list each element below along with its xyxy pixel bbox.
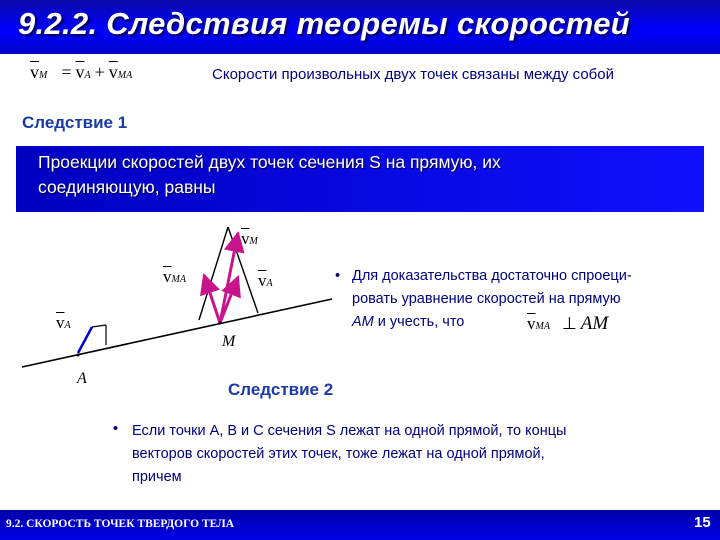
corollary2-heading: Следствие 2 [228,380,334,399]
formula-plus: + [94,62,105,82]
vector-vM [220,233,238,323]
velocity-diagram [0,215,340,395]
label-vA-right [258,271,273,291]
formula-v-symbol: $\overline{v}$ [108,62,118,82]
vector-vA-left-outline [92,325,106,327]
perpendicular-formula [527,313,608,335]
point-A-label: A [77,370,87,387]
vector-vMA [204,275,220,323]
label-vA-left [56,313,71,333]
point-A-marker [77,354,80,357]
corollary2-line1: Если точки A, B и C сечения S лежат на одной прямой, то концы [132,423,567,439]
label-vM [241,229,258,249]
corollary2-line3: причем [132,469,182,485]
formula-v-symbol: $\overline{v}$ [30,62,39,82]
point-M-label: M [222,333,236,350]
proof-line3-am: AM [352,314,374,330]
label-vA-right-sub: A [266,278,273,289]
proof-line3 [352,311,464,334]
perp-formula-sub: MA [535,321,550,332]
footer-section-title: 9.2. СКОРОСТЬ ТОЧЕК ТВЕРДОГО ТЕЛА [6,518,235,530]
formula-sub-M: M [39,70,48,81]
formula-equals: = [61,62,72,82]
page-number: 15 [694,514,711,531]
line-AM [22,299,332,367]
formula-v-symbol: $\overline{v}$ [75,62,85,82]
proof-line2: ровать уравнение скоростей на прямую [352,291,621,307]
corollary1-statement [38,150,658,200]
perp-formula-v: $\overline{v}$ [527,314,536,333]
label-vMA [163,267,186,287]
corollary1-heading: Следствие 1 [22,113,128,132]
perp-symbol: ⊥ [561,314,577,333]
vector-vA-left [78,327,92,353]
point-M-marker [219,322,222,325]
label-vMA-symbol: $\overline{v}$ [163,267,172,286]
label-vM-sub: M [249,236,258,247]
label-vM-symbol: $\overline{v}$ [241,229,250,248]
slide-title: 9.2.2. Следствия теоремы скоростей [18,6,630,41]
velocity-formula [30,62,132,83]
proof-bullet: • [335,268,341,284]
corollary1-line2: соединяющую, равны [38,177,216,197]
label-vA-left-sub: A [64,320,71,331]
proof-line1: Для доказательства достаточно спроеци- [352,268,632,284]
corollary1-line1: Проекции скоростей двух точек сечения S на прямую, их [38,152,501,172]
intro-text: Скорости произвольных двух точек связаны между собой [212,66,614,83]
formula-sub-A: A [84,70,91,81]
perp-formula-am: AM [580,313,609,334]
label-vA-right-symbol: $\overline{v}$ [258,271,267,290]
label-vA-left-symbol: $\overline{v}$ [56,313,65,332]
corollary2-line2: векторов скоростей этих точек, тоже лежат на одной прямой, [132,446,545,462]
corollary2-bullet: • [113,421,119,437]
formula-sub-MA: MA [117,70,133,81]
label-vMA-sub: MA [171,274,186,285]
proof-line3-rest: и учесть, что [373,314,465,330]
